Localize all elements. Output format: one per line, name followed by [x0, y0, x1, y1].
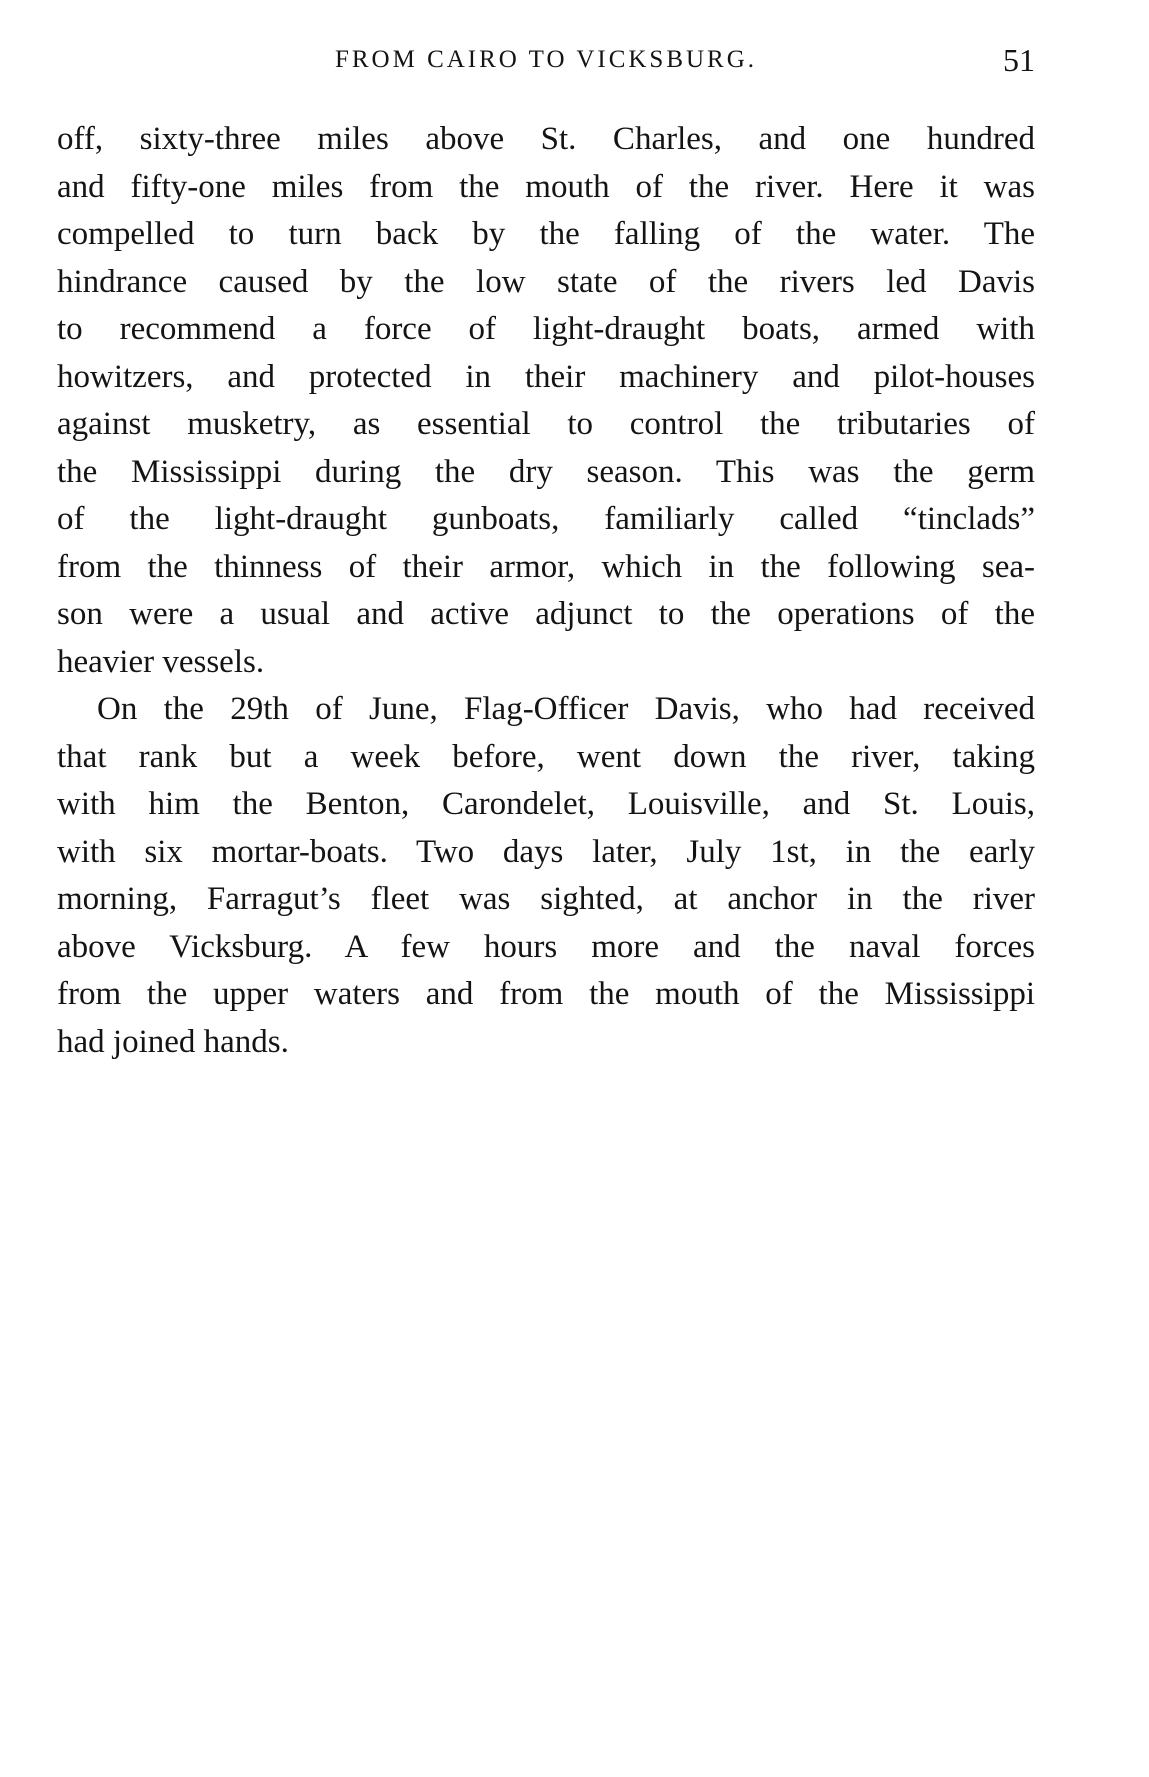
text-line: hindrance caused by the low state of the rivers led Davis	[57, 263, 1035, 300]
text-line: of the light-draught gunboats, familiarly called “tinclads”	[57, 501, 1035, 537]
running-title: FROM CAIRO TO VICKSBURG.	[334, 46, 758, 73]
text-line: and fifty-one miles from the mouth of the river. Here it was	[57, 168, 1035, 205]
text-line: compelled to turn back by the falling of the water. The	[57, 216, 1035, 252]
text-line: to recommend a force of light-draught boats, armed with	[57, 311, 1035, 347]
paragraph-1	[57, 116, 1035, 686]
paragraph-2	[57, 686, 1035, 1066]
text-line: howitzers, and protected in their machinery and pilot-houses	[57, 358, 1035, 395]
text-line: from the thinness of their armor, which in the following sea-	[57, 548, 1035, 585]
text-line: the Mississippi during the dry season. This was the germ	[57, 453, 1035, 490]
text-line: above Vicksburg. A few hours more and the naval forces	[57, 928, 1035, 965]
body-text	[57, 116, 1035, 1066]
text-line: against musketry, as essential to control the tributaries of	[57, 406, 1035, 442]
text-line: off, sixty-three miles above St. Charles, and one hundred	[57, 121, 1035, 157]
text-line: On the 29th of June, Flag-Officer Davis, who had received	[97, 691, 1035, 727]
text-line: from the upper waters and from the mouth of the Mississippi	[57, 976, 1035, 1012]
text-line: had joined hands.	[57, 1023, 289, 1060]
page-number: 51	[1003, 42, 1035, 78]
text-line: that rank but a week before, went down the river, taking	[57, 738, 1035, 775]
text-line: morning, Farragut’s fleet was sighted, at anchor in the river	[57, 881, 1035, 917]
running-head	[57, 42, 1035, 82]
text-line: with six mortar-boats. Two days later, July 1st, in the early	[57, 833, 1035, 870]
text-line: heavier vessels.	[57, 643, 265, 680]
text-line: with him the Benton, Carondelet, Louisville, and St. Louis,	[57, 786, 1035, 822]
text-line: son were a usual and active adjunct to the operations of the	[57, 596, 1035, 632]
